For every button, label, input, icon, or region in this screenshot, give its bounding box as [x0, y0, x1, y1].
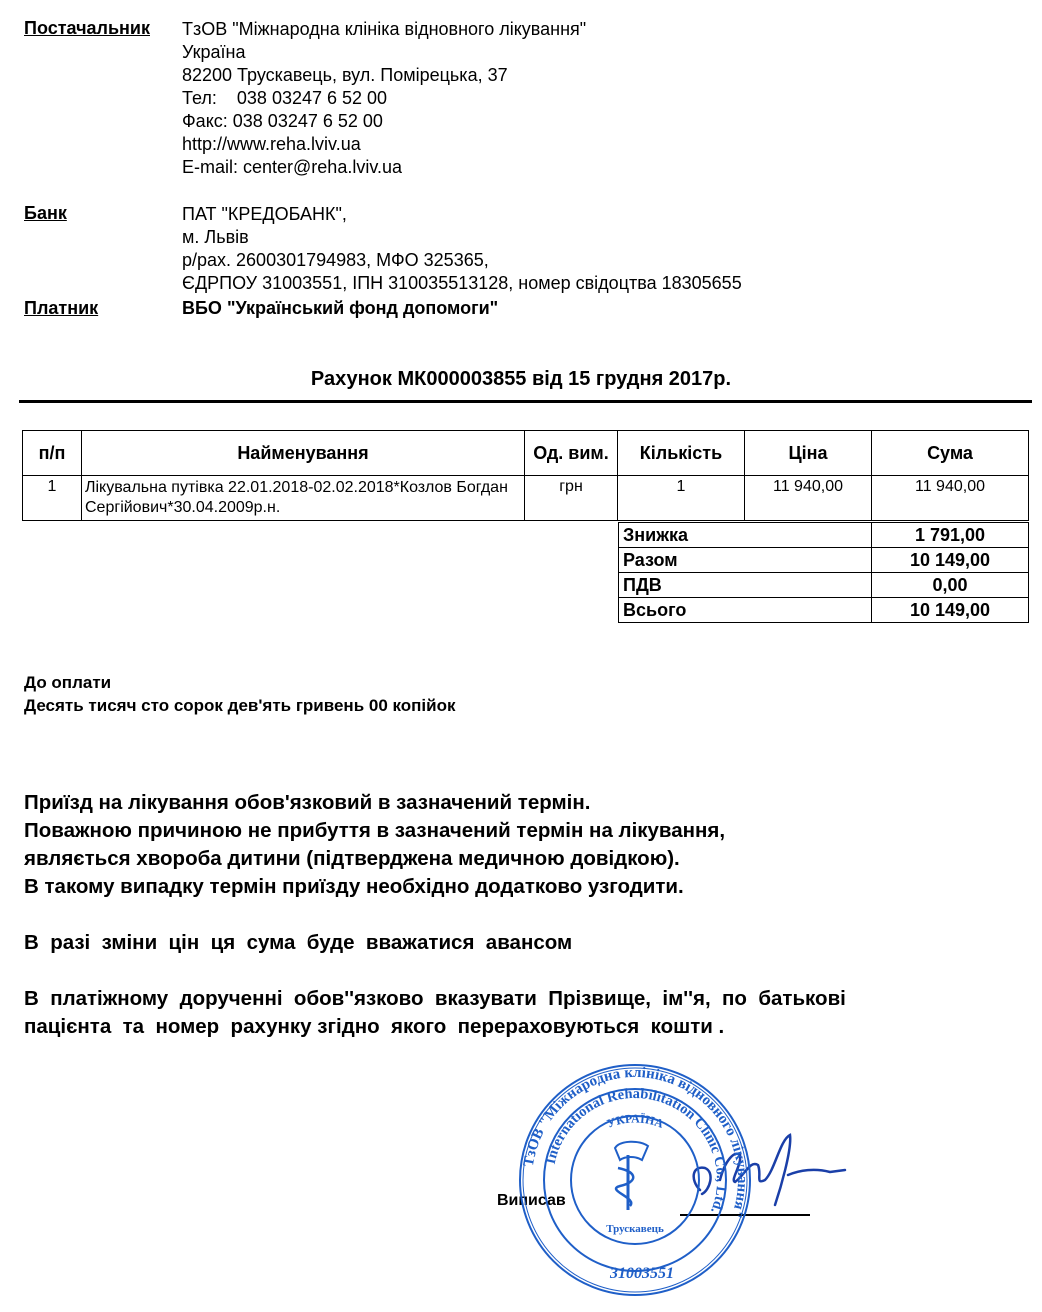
- note-payment-order-1: В платіжному дорученні обов''язково вказувати Прізвище, ім''я, по батькові: [24, 987, 846, 1010]
- supplier-details: [182, 18, 1002, 179]
- supplier-label: Постачальник: [24, 18, 150, 38]
- subtotal-value: 10 149,00: [872, 548, 1029, 573]
- supplier-address: 82200 Трускавець, вул. Помірецька, 37: [182, 65, 508, 85]
- stamp-inner-text: International Rehabilitation Clinic Co., Ltd.: [542, 1085, 730, 1216]
- bank-account: р/рах. 2600301794983, МФО 325365,: [182, 250, 489, 270]
- grand-total-label: Всього: [619, 598, 872, 623]
- note-line-1: Приїзд на лікування обов'язковий в зазначений термін.: [24, 791, 591, 814]
- bank-details: [182, 203, 1002, 295]
- payer-name: ВБО "Український фонд допомоги": [182, 298, 499, 318]
- supplier-email: E-mail: center@reha.lviv.ua: [182, 157, 403, 177]
- header-sum: Сума: [872, 431, 1029, 476]
- row-name: Лікувальна путівка 22.01.2018-02.02.2018*Козлов Богдан Сергійович*30.04.2009р.н.: [82, 476, 525, 521]
- payer-label: Платник: [24, 298, 99, 318]
- note-line-3: являється хвороба дитини (підтверджена медичною довідкою).: [24, 847, 680, 870]
- stamp-code: 31003551: [610, 1265, 674, 1282]
- bank-label: Банк: [24, 203, 67, 223]
- row-sum: 11 940,00: [872, 476, 1029, 521]
- note-line-4: В такому випадку термін приїзду необхідно додатково узгодити.: [24, 875, 684, 898]
- subtotal-label: Разом: [619, 548, 872, 573]
- total-row-grand: [619, 598, 1029, 623]
- supplier-phone: Тел: 038 03247 6 52 00: [182, 88, 388, 108]
- vat-label: ПДВ: [619, 573, 872, 598]
- table-header-row: [23, 431, 1029, 476]
- supplier-country: Україна: [182, 42, 246, 62]
- grand-total-value: 10 149,00: [872, 598, 1029, 623]
- discount-value: 1 791,00: [872, 523, 1029, 548]
- supplier-name: ТзОВ "Міжнародна клініка відновного лікування": [182, 19, 587, 39]
- stamp-outer-text: ТзОВ "Міжнародна клініка відновного лікування": [520, 1064, 751, 1221]
- table-row: [23, 476, 1029, 521]
- invoice-title: Рахунок МК000003855 від 15 грудня 2017р.: [310, 368, 732, 390]
- vat-value: 0,00: [872, 573, 1029, 598]
- total-row-subtotal: [619, 548, 1029, 573]
- supplier-website: http://www.reha.lviv.ua: [182, 134, 361, 154]
- total-row-vat: [619, 573, 1029, 598]
- caduceus-icon: [615, 1142, 648, 1210]
- stamp-city: Трускавець: [606, 1223, 664, 1235]
- stamp-seal: [510, 1060, 760, 1300]
- row-num: 1: [23, 476, 82, 521]
- bank-city: м. Львів: [182, 227, 249, 247]
- header-price: Ціна: [745, 431, 872, 476]
- discount-label: Знижка: [619, 523, 872, 548]
- notes-block: [24, 789, 1014, 1041]
- items-table: [22, 430, 1029, 521]
- header-name: Найменування: [82, 431, 525, 476]
- bank-name: ПАТ "КРЕДОБАНК",: [182, 204, 347, 224]
- totals-table: [618, 522, 1029, 623]
- bank-ids: ЄДРПОУ 31003551, ІПН 310035513128, номер свідоцтва 18305655: [182, 273, 742, 293]
- header-qty: Кількість: [618, 431, 745, 476]
- title-divider: [19, 400, 1032, 403]
- issuer-label: Виписав: [497, 1192, 566, 1209]
- total-row-discount: [619, 523, 1029, 548]
- payment-label: До оплати: [24, 673, 112, 692]
- stamp-country: УКРАЇНА: [604, 1111, 666, 1131]
- note-line-2: Поважною причиною не прибуття в зазначений термін на лікування,: [24, 819, 726, 842]
- supplier-fax: Факс: 038 03247 6 52 00: [182, 111, 383, 131]
- row-unit: грн: [525, 476, 618, 521]
- header-num: п/п: [23, 431, 82, 476]
- row-qty: 1: [618, 476, 745, 521]
- header-unit: Од. вим.: [525, 431, 618, 476]
- note-price-change: В разі зміни цін ця сума буде вважатися авансом: [24, 931, 573, 954]
- payment-amount-words: Десять тисяч сто сорок дев'ять гривень 00 копійок: [24, 696, 456, 715]
- note-payment-order-2: пацієнта та номер рахунку згідно якого перераховуються кошти .: [24, 1015, 725, 1038]
- row-price: 11 940,00: [745, 476, 872, 521]
